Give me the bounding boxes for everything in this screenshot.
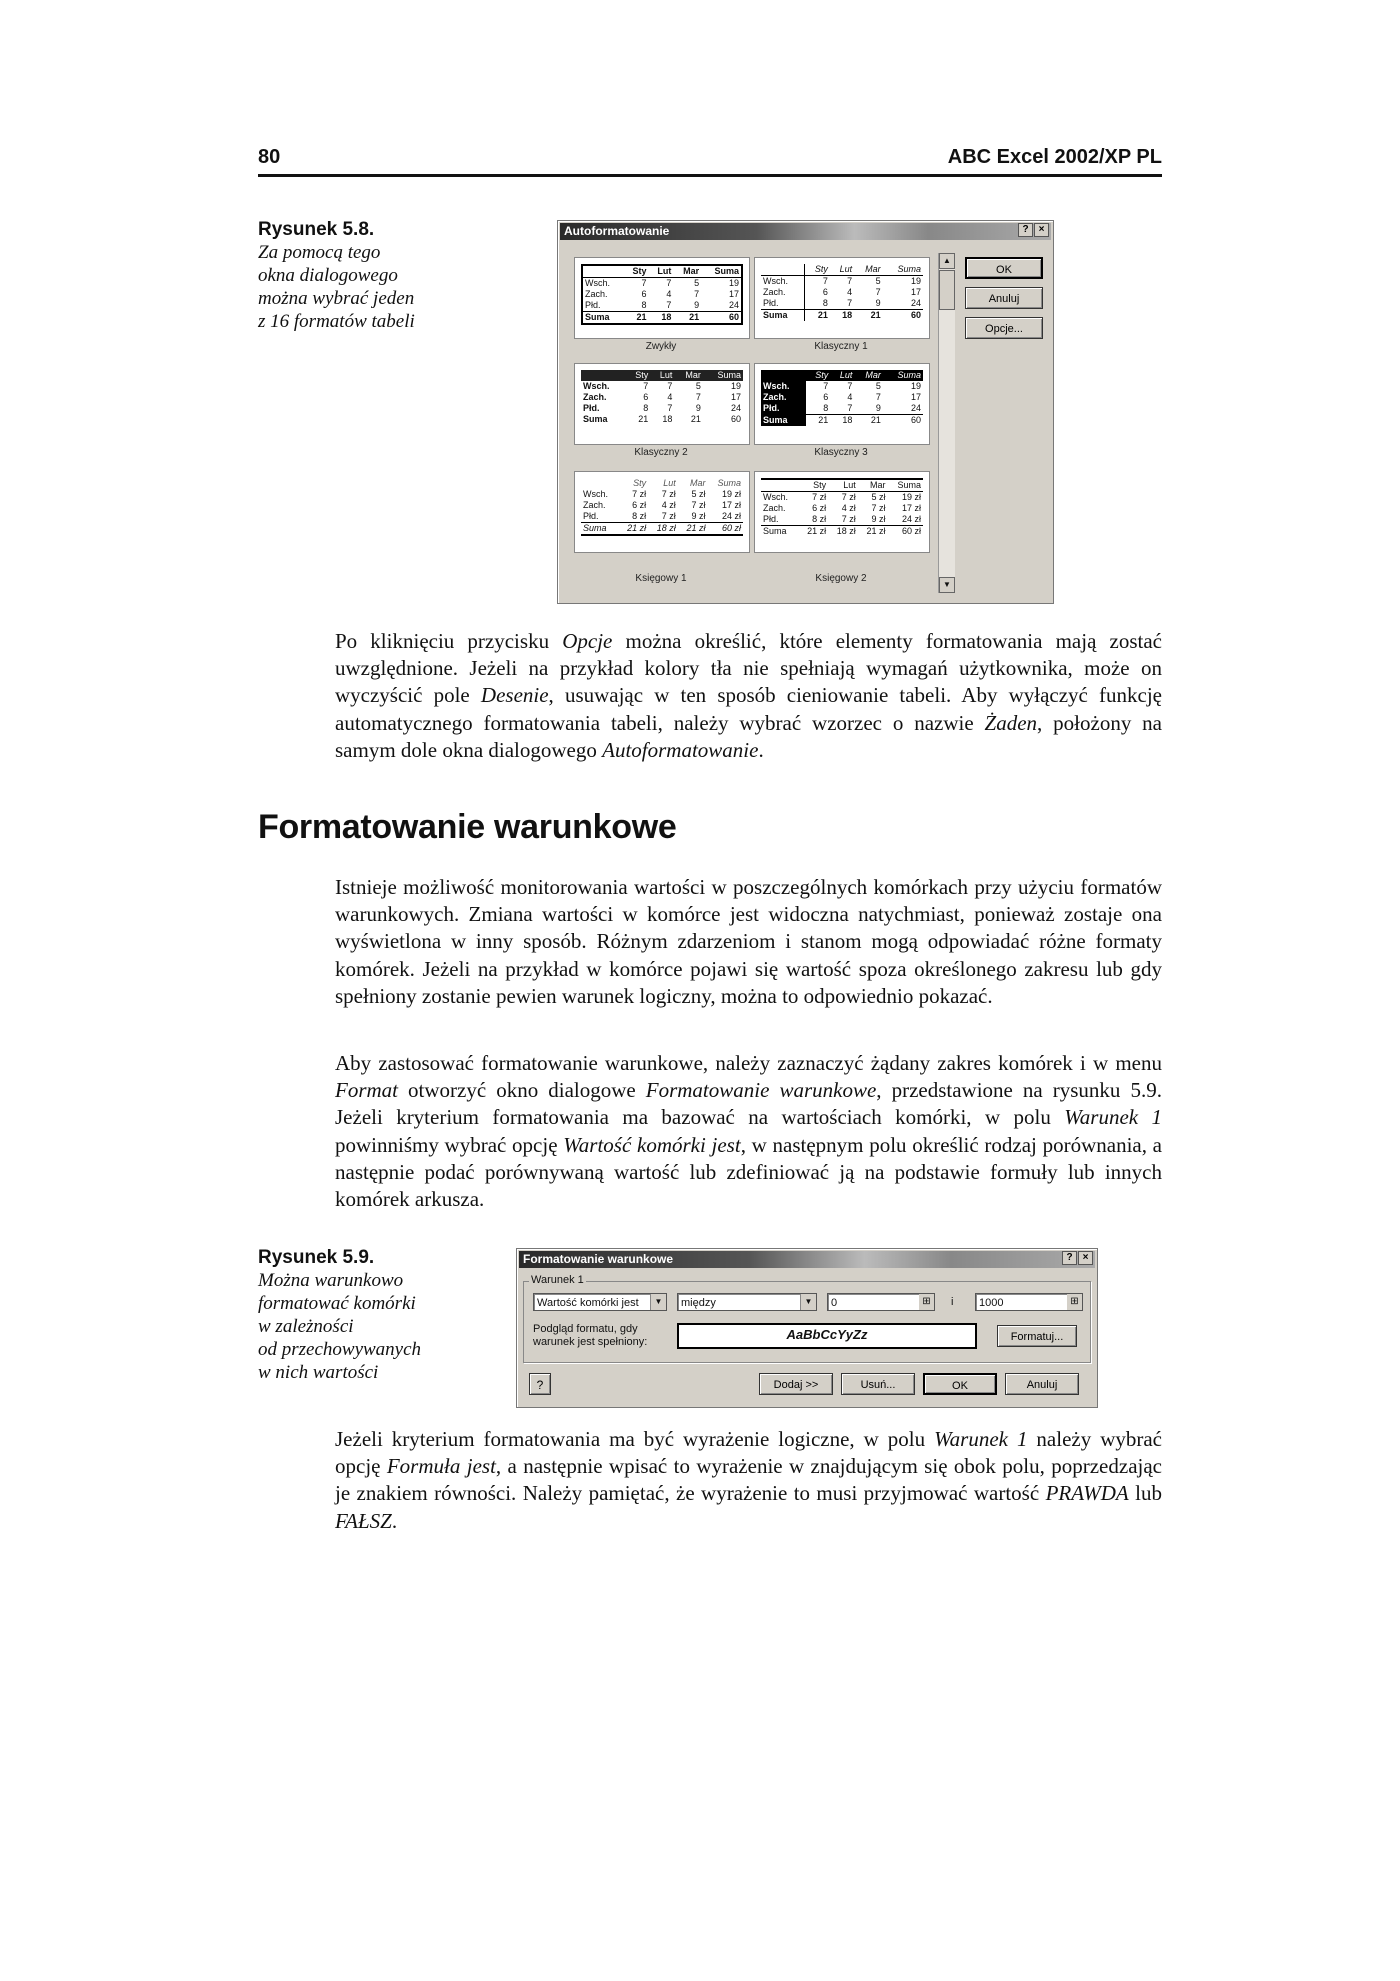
ok-button[interactable]: OK [965, 257, 1043, 279]
preview-cell: 4 [666, 289, 672, 299]
preview-cell: 9 zł [871, 514, 886, 524]
format-name: Klasyczny 1 [814, 341, 868, 352]
figure-1-caption-title: Rysunek 5.8. [258, 219, 375, 240]
preview-cell: 17 [728, 289, 739, 299]
preview-cell: 8 [823, 403, 829, 413]
preview-label-line: warunek jest spełniony: [533, 1336, 648, 1348]
preview-cell: 7 [641, 278, 647, 288]
text-run-italic: Warunek 1 [934, 1427, 1028, 1451]
preview-row [761, 310, 923, 322]
format-preview-klasyczny-1[interactable] [754, 257, 930, 339]
figure-2-caption-line: Można warunkowo [258, 1270, 404, 1291]
preview-row [761, 370, 923, 381]
paragraph-2: Istnieje możliwość monitorowania wartości w poszczególnych komórkach przy użyciu formatów warunkowych. Zmiana wartości w komórce jest widoczna natychmiast, ponieważ zostaje ona wyświetlona w inny sposób. Różnym zdarzeniom i stanom mogą odpowiadać różne formaty komórek. Jeżeli na przykład w komórce pojawi się wartość spoza określonego zakresu lub gdy spełniony zostanie pewien warunek logiczny, można to odpowiednio pokazać. [335, 875, 1162, 1008]
preview-cell: 7 [643, 381, 649, 391]
conjunction-label: i [951, 1296, 954, 1308]
scroll-thumb[interactable] [939, 270, 955, 310]
preview-scrollbar[interactable] [938, 253, 955, 593]
text-run-italic: FAŁSZ [335, 1508, 392, 1533]
preview-cell: 17 zł [901, 503, 921, 513]
preview-row [581, 381, 743, 392]
preview-cell [582, 265, 624, 278]
preview-row [581, 500, 743, 511]
text-run: powinniśmy wybrać opcję [335, 1132, 564, 1157]
preview-cell: 7 zł [661, 489, 676, 499]
ok-button[interactable]: OK [923, 1373, 997, 1395]
text-run: otworzyć okno dialogowe [398, 1078, 646, 1103]
preview-cell: 7 [822, 276, 828, 286]
figure-1-caption [258, 218, 458, 333]
preview-cell: Mar [689, 478, 706, 488]
preview-row [581, 478, 743, 489]
value-1-text: 0 [831, 1297, 838, 1309]
preview-cell: Mar [854, 370, 882, 381]
figure-1-caption-line: z 16 formatów tabeli [258, 311, 415, 332]
preview-cell: Suma [717, 478, 741, 488]
text-run-italic: Formatowanie warunkowe [645, 1078, 877, 1103]
format-name: Księgowy 1 [635, 573, 687, 584]
preview-cell: 8 [822, 298, 828, 308]
format-button[interactable]: Formatuj... [997, 1325, 1077, 1347]
preview-cell: 4 [667, 392, 673, 402]
cancel-button[interactable]: Anuluj [965, 287, 1043, 309]
preview-cell: 8 [641, 300, 647, 310]
value-2-text: 1000 [979, 1297, 1004, 1309]
preview-cell: 6 [641, 289, 647, 299]
preview-cell: Płd. [761, 403, 806, 415]
chevron-down-icon[interactable]: ▼ [650, 1294, 666, 1310]
preview-cell: 7 [695, 392, 701, 402]
preview-row [581, 511, 743, 523]
preview-cell: 7 zł [871, 503, 886, 513]
preview-cell: 7 [847, 276, 853, 286]
preview-cell: Zach. [583, 392, 607, 402]
preview-cell: 18 zł [828, 526, 858, 538]
preview-cell: 21 zł [798, 526, 828, 538]
preview-cell: Zach. [761, 287, 804, 298]
text-run: lub [1128, 1481, 1162, 1506]
preview-cell: 21 [804, 310, 830, 322]
scroll-down-icon[interactable]: ▼ [939, 577, 955, 593]
preview-cell: 7 zł [691, 500, 706, 510]
preview-label-line: Podgląd formatu, gdy [533, 1323, 638, 1335]
preview-cell: 5 zł [871, 492, 886, 502]
figure-2-caption [258, 1246, 458, 1384]
preview-cell [761, 370, 806, 381]
figure-2-caption-line: od przechowywanych [258, 1339, 422, 1360]
preview-cell: Mar [674, 370, 702, 381]
figure-1-caption-line: okna dialogowego [258, 265, 398, 286]
condition-type-select[interactable] [533, 1293, 667, 1311]
text-run-italic: Warunek 1 [1064, 1105, 1162, 1130]
preview-cell: Mar [854, 264, 883, 276]
preview-row [582, 312, 742, 325]
preview-cell: Płd. [583, 403, 600, 413]
format-preview-ksiegowy-1[interactable] [574, 471, 750, 553]
preview-cell: 21 [673, 312, 701, 325]
preview-cell: 5 zł [691, 489, 706, 499]
preview-cell: 19 [910, 276, 921, 286]
preview-row [582, 278, 742, 290]
preview-cell: Sty [626, 370, 651, 381]
preview-cell: 5 [694, 278, 700, 288]
preview-cell: Mar [673, 265, 701, 278]
preview-cell: 7 zł [841, 514, 856, 524]
figure-2-caption-line: w nich wartości [258, 1362, 379, 1383]
preview-cell: Suma [583, 414, 608, 424]
text-run-italic: PRAWDA [1045, 1481, 1129, 1506]
preview-cell: 9 [694, 300, 700, 310]
text-run: . [391, 1508, 398, 1533]
section-heading: Formatowanie warunkowe [258, 808, 677, 846]
text-run: , położony na samym dole okna dialogowego [335, 710, 1163, 762]
preview-cell [581, 478, 618, 489]
preview-cell: Płd. [763, 514, 779, 524]
operator-value: między [681, 1297, 716, 1309]
preview-cell: 17 zł [721, 500, 741, 510]
preview-cell: 7 [667, 381, 673, 391]
preview-cell: 21 [806, 415, 831, 427]
figure-2-caption-line: w zależności [258, 1316, 354, 1337]
help-icon[interactable]: ? [1062, 1251, 1077, 1265]
figure-1-caption-line: Za pomocą tego [258, 242, 381, 263]
preview-cell: 9 [695, 403, 701, 413]
preview-cell: 8 [643, 403, 649, 413]
format-preview-zwykly[interactable] [574, 257, 750, 339]
preview-cell: 18 [648, 312, 673, 325]
format-preview-klasyczny-3[interactable] [754, 363, 930, 445]
preview-cell: 6 [643, 392, 649, 402]
preview-cell: 24 [910, 403, 921, 413]
preview-cell: 4 [847, 287, 853, 297]
preview-cell: Zach. [761, 392, 806, 403]
preview-cell: Sty [633, 478, 647, 488]
preview-cell: 6 [823, 392, 829, 402]
preview-row [761, 287, 923, 298]
paragraph-4 [335, 1426, 1162, 1535]
format-name: Klasyczny 2 [634, 447, 688, 458]
chevron-down-icon[interactable]: ▼ [800, 1294, 816, 1310]
preview-cell: 7 [666, 278, 672, 288]
text-run: Jeżeli kryterium formatowania ma być wyrażenie logiczne, w polu [335, 1427, 935, 1451]
preview-cell [581, 370, 626, 381]
preview-cell: 60 [883, 415, 923, 427]
conditional-format-dialog [516, 1248, 1098, 1408]
text-run-italic: Opcje [562, 629, 613, 653]
preview-cell: 7 [875, 392, 881, 402]
autoformat-dialog [557, 220, 1054, 604]
preview-cell [761, 264, 804, 276]
book-title: ABC Excel 2002/XP PL [947, 146, 1162, 168]
preview-cell: 17 [730, 392, 741, 402]
preview-cell: Wsch. [763, 492, 789, 502]
preview-cell: Suma [887, 479, 923, 492]
preview-cell: Płd. [585, 300, 601, 310]
preview-cell: 19 zł [721, 489, 741, 499]
preview-cell: 60 [730, 414, 741, 424]
preview-cell: Sty [804, 264, 830, 276]
preview-cell: 5 [875, 381, 881, 391]
format-name: Księgowy 2 [815, 573, 867, 584]
help-icon[interactable]: ? [1018, 223, 1033, 237]
value-2-input[interactable] [975, 1293, 1083, 1311]
preview-cell: 7 [847, 298, 853, 308]
preview-cell: 6 zł [632, 500, 647, 510]
office-assistant-icon[interactable]: ? [529, 1373, 551, 1395]
preview-row [581, 403, 743, 414]
text-run: Po kliknięciu przycisku [335, 629, 563, 653]
preview-cell: Lut [828, 479, 858, 492]
text-run: , przedstawione na rysunku 5.9. Jeżeli kryterium formatowania ma bazować na wartościach komórki, w polu [335, 1078, 1162, 1130]
preview-cell: 19 [730, 381, 741, 391]
preview-cell: Lut [663, 478, 676, 488]
preview-row [761, 415, 923, 427]
preview-row [761, 492, 923, 504]
preview-row [761, 392, 923, 403]
format-name: Zwykły [645, 341, 677, 352]
preview-cell: Sty [806, 370, 831, 381]
preview-cell: 5 [875, 276, 881, 286]
preview-cell: Lut [830, 370, 854, 381]
collapse-dialog-icon[interactable]: ⊞ [1067, 1294, 1082, 1310]
preview-cell: 21 zł [618, 523, 648, 536]
text-run: Aby zastosować formatowanie warunkowe, należy zaznaczyć żądany zakres komórek i w menu [335, 1051, 1162, 1075]
text-run: , w następnym polu określić rodzaj porównania, a następnie podać porównywaną wartość lub zdefiniować ją na podstawie formuły lub innych komórek arkusza. [335, 1132, 1162, 1212]
text-run-italic: Desenie [480, 683, 549, 708]
preview-cell: Suma [761, 310, 804, 322]
text-run-italic: Wartość komórki jest [563, 1132, 741, 1157]
preview-row [581, 489, 743, 500]
preview-cell: 4 [847, 392, 853, 402]
preview-cell: 9 [875, 403, 881, 413]
operator-select[interactable] [677, 1293, 817, 1311]
format-preview-ksiegowy-2[interactable] [754, 471, 930, 553]
preview-row [581, 523, 743, 536]
preview-cell: 24 [910, 298, 921, 308]
format-preview-klasyczny-2[interactable] [574, 363, 750, 445]
preview-row [582, 265, 742, 278]
preview-cell: Suma [701, 265, 742, 278]
preview-cell: Płd. [583, 511, 599, 521]
preview-cell: 21 zł [858, 526, 888, 538]
page-number: 80 [258, 146, 281, 168]
preview-cell: 18 [662, 414, 673, 424]
dialog-title-bar [560, 223, 1051, 240]
preview-cell: 19 [728, 278, 739, 288]
preview-row [761, 479, 923, 492]
preview-cell: 7 [694, 289, 700, 299]
condition-group-label: Warunek 1 [531, 1274, 584, 1286]
preview-row [761, 514, 923, 526]
delete-button[interactable]: Usuń... [841, 1373, 915, 1395]
text-run: można określić, które elementy formatowania mają zostać uwzględnione. Jeżeli na przykład kolory tła nie spełniają wymagań użytkownika, może on wyczyścić pole [335, 629, 1162, 708]
preview-cell: 7 zł [632, 489, 647, 499]
preview-cell: Wsch. [761, 381, 806, 392]
preview-cell: 60 zł [707, 523, 743, 536]
text-run: należy wybrać opcję [335, 1427, 1162, 1479]
preview-cell: 7 [847, 381, 853, 391]
preview-cell: Suma [703, 370, 743, 381]
preview-cell: Wsch. [583, 381, 610, 391]
text-run: , a następnie wpisać to wyrażenie w znajdującym się obok polu, poprzedzając je znakiem równości. Należy pamiętać, że wyrażenie to musi przyjmować wartość [335, 1454, 1162, 1506]
add-button[interactable]: Dodaj >> [759, 1373, 833, 1395]
preview-cell: 6 [822, 287, 828, 297]
preview-cell: 6 zł [812, 503, 827, 513]
preview-cell: Suma [582, 312, 624, 325]
paragraph-3 [335, 1050, 1162, 1213]
preview-cell: 60 zł [887, 526, 923, 538]
preview-cell: 24 zł [721, 511, 741, 521]
paragraph-1 [335, 628, 1162, 764]
preview-cell: 60 [701, 312, 742, 325]
preview-cell: Zach. [585, 289, 608, 299]
preview-cell: 9 zł [691, 511, 706, 521]
options-button[interactable]: Opcje... [965, 317, 1043, 339]
preview-cell: Zach. [583, 500, 606, 510]
text-run-italic: Formuła jest [386, 1454, 496, 1479]
preview-cell: Lut [648, 265, 673, 278]
preview-cell: 24 zł [901, 514, 921, 524]
preview-cell: 7 [847, 403, 853, 413]
preview-cell: 7 [823, 381, 829, 391]
preview-cell: Lut [830, 264, 854, 276]
preview-cell: Suma [883, 264, 923, 276]
figure-2-caption-line: formatować komórki [258, 1293, 416, 1314]
close-icon[interactable]: × [1078, 1251, 1093, 1265]
preview-cell: Zach. [763, 503, 786, 513]
header-rule [258, 174, 1162, 177]
preview-cell: 7 zł [812, 492, 827, 502]
preview-cell: 8 zł [812, 514, 827, 524]
preview-cell: 9 [875, 298, 881, 308]
preview-cell: Wsch. [583, 489, 609, 499]
dialog-title-bar [519, 1251, 1095, 1268]
preview-row [761, 381, 923, 392]
scroll-up-icon[interactable]: ▲ [939, 253, 955, 269]
text-run-italic: Żaden [984, 710, 1038, 735]
format-preview-box: AaBbCcYyZz [677, 1323, 977, 1349]
preview-row [761, 264, 923, 276]
preview-cell: 60 [883, 310, 923, 322]
preview-cell: 24 [730, 403, 741, 413]
format-name: Klasyczny 3 [814, 447, 868, 458]
preview-row [761, 403, 923, 415]
preview-cell: 4 zł [841, 503, 856, 513]
preview-cell: 24 [728, 300, 739, 310]
preview-cell: Sty [624, 265, 649, 278]
preview-cell: 21 [854, 415, 882, 427]
preview-cell: 21 [690, 414, 701, 424]
preview-row [761, 503, 923, 514]
preview-cell: Mar [858, 479, 888, 492]
value-1-input[interactable] [827, 1293, 935, 1311]
preview-cell: 7 zł [841, 492, 856, 502]
preview-row [581, 392, 743, 403]
text-run: , usuwając w ten sposób cieniowanie tabeli. Aby wyłączyć funkcję automatycznego formatowania tabeli, należy wybrać wzorzec o nazwie [335, 683, 1162, 735]
preview-cell: 19 [910, 381, 921, 391]
preview-row [761, 526, 923, 538]
preview-cell: 5 [695, 381, 701, 391]
preview-cell: 18 [830, 310, 854, 322]
preview-cell: 21 zł [678, 523, 708, 536]
preview-cell: Suma [883, 370, 923, 381]
text-run-italic: Format [335, 1078, 398, 1103]
preview-cell: 7 [875, 287, 881, 297]
preview-cell: Suma [761, 415, 806, 427]
dialog-title: Autoformatowanie [564, 224, 670, 238]
preview-cell: 19 zł [901, 492, 921, 502]
cancel-button[interactable]: Anuluj [1005, 1373, 1079, 1395]
preview-cell: Suma [761, 526, 798, 538]
preview-row [581, 414, 743, 425]
collapse-dialog-icon[interactable]: ⊞ [919, 1294, 934, 1310]
preview-cell: Lut [650, 370, 674, 381]
preview-cell: 17 [910, 392, 921, 402]
text-run: . [758, 737, 764, 762]
preview-cell: Wsch. [585, 278, 611, 288]
preview-cell: 7 [667, 403, 673, 413]
preview-cell: 21 [854, 310, 883, 322]
preview-cell: 7 [666, 300, 672, 310]
preview-cell: Wsch. [761, 276, 804, 288]
preview-cell: 4 zł [661, 500, 676, 510]
preview-row [582, 300, 742, 312]
preview-cell: Płd. [761, 298, 804, 310]
preview-row [761, 298, 923, 310]
preview-cell: 18 [830, 415, 854, 427]
preview-cell: Suma [581, 523, 618, 536]
dialog-title: Formatowanie warunkowe [523, 1252, 674, 1266]
preview-row [582, 289, 742, 300]
preview-cell: 8 zł [632, 511, 647, 521]
condition-type-value: Wartość komórki jest [537, 1297, 639, 1309]
figure-2-caption-title: Rysunek 5.9. [258, 1247, 375, 1268]
preview-row [581, 370, 743, 381]
preview-cell: 7 zł [661, 511, 676, 521]
preview-cell [761, 479, 798, 492]
text-run-italic: Autoformatowanie [602, 737, 759, 762]
preview-cell: 18 zł [648, 523, 678, 536]
preview-cell: 17 [910, 287, 921, 297]
preview-row [761, 276, 923, 288]
preview-cell: 21 [624, 312, 649, 325]
preview-cell: 21 [638, 414, 649, 424]
figure-1-caption-line: można wybrać jeden [258, 288, 415, 309]
preview-cell: Sty [798, 479, 828, 492]
preview-label [533, 1323, 647, 1349]
close-icon[interactable]: × [1034, 223, 1049, 237]
